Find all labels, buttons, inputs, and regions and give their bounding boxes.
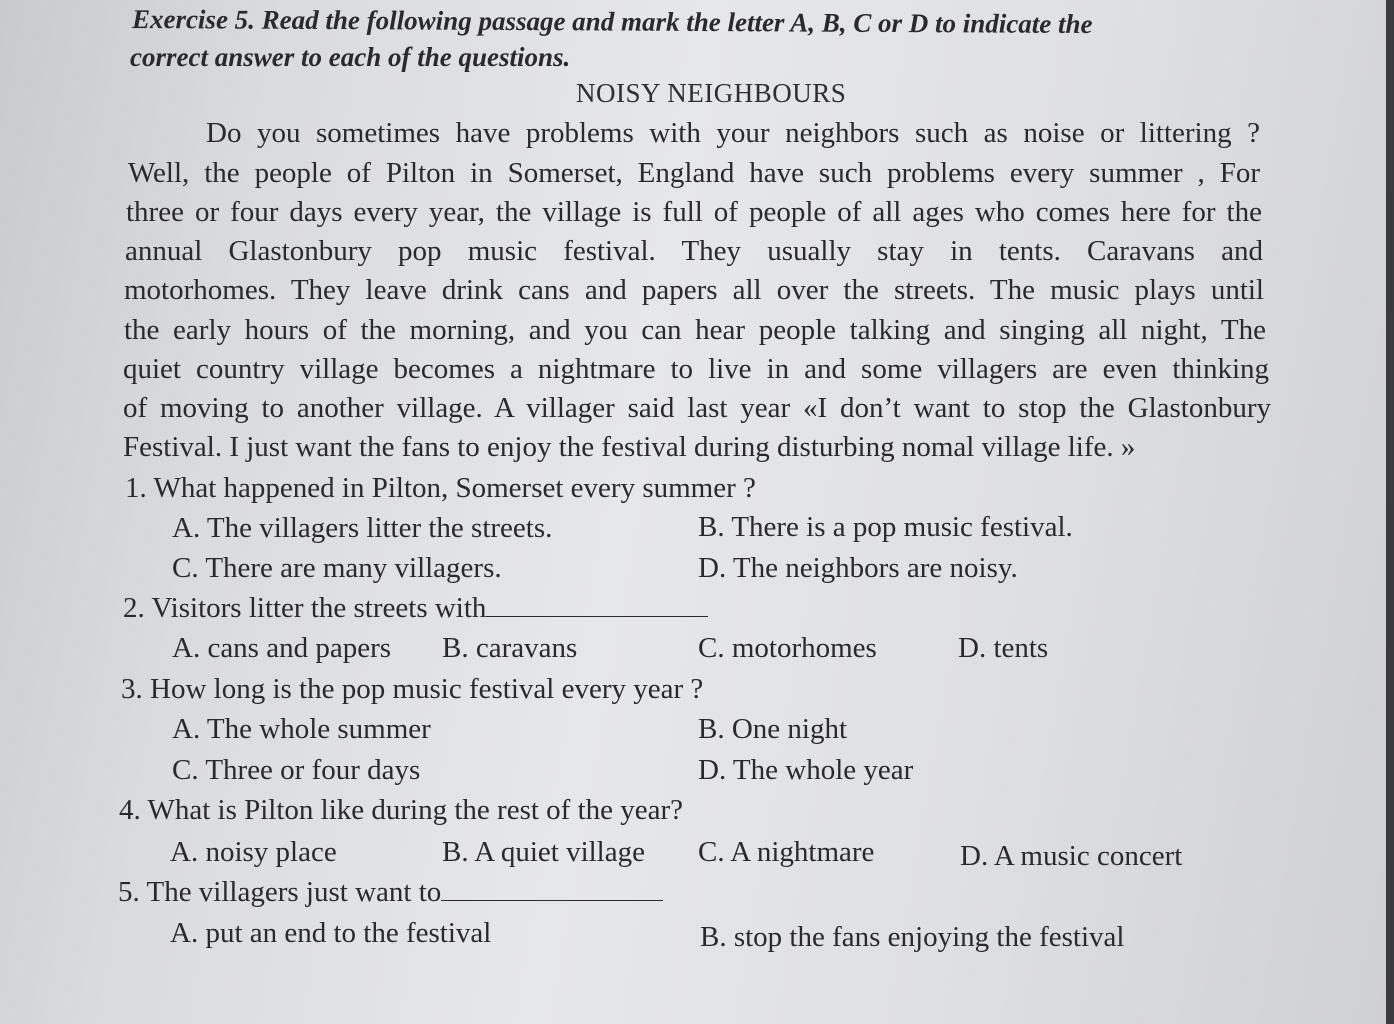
page-edge-shadow xyxy=(1386,0,1394,1024)
question-2-option-d: D. tents xyxy=(958,632,1049,664)
passage-title: NOISY NEIGHBOURS xyxy=(576,78,847,108)
question-5-stem-row xyxy=(118,875,663,909)
answer-blank xyxy=(486,594,708,617)
passage-line-1: Do you sometimes have problems with your neighbors such as noise or littering ? xyxy=(206,117,1260,149)
question-2-stem: 2. Visitors litter the streets with xyxy=(123,592,487,624)
exercise-heading-line2: correct answer to each of the questions. xyxy=(130,42,571,72)
question-2-stem-row xyxy=(123,591,708,625)
question-1-option-b: B. There is a pop music festival. xyxy=(698,511,1073,543)
question-2-option-b: B. caravans xyxy=(442,632,578,664)
question-4-option-c: C. A nightmare xyxy=(698,836,875,868)
question-4-option-b: B. A quiet village xyxy=(442,836,645,868)
passage-line-7: quiet country village becomes a nightmare to live in and some villagers are even thinking xyxy=(123,353,1269,385)
answer-blank xyxy=(441,878,663,901)
question-1-option-d: D. The neighbors are noisy. xyxy=(698,552,1018,584)
question-1-option-c: C. There are many villagers. xyxy=(172,552,502,584)
question-5-option-b: B. stop the fans enjoying the festival xyxy=(700,921,1125,953)
passage-line-9: Festival. I just want the fans to enjoy the festival during disturbing nomal village life. » xyxy=(123,431,1136,463)
question-4-option-a: A. noisy place xyxy=(170,836,337,868)
question-2-option-c: C. motorhomes xyxy=(698,632,877,664)
question-2-option-a: A. cans and papers xyxy=(172,632,392,664)
question-5-option-a: A. put an end to the festival xyxy=(170,917,492,949)
question-1-option-a: A. The villagers litter the streets. xyxy=(172,512,553,544)
passage-line-3: three or four days every year, the village is full of people of all ages who comes here for the xyxy=(126,196,1262,228)
passage-line-4: annual Glastonbury pop music festival. They usually stay in tents. Caravans and xyxy=(125,235,1263,267)
question-3-option-b: B. One night xyxy=(698,713,848,745)
question-4-option-d: D. A music concert xyxy=(960,840,1183,872)
passage-line-5: motorhomes. They leave drink cans and papers all over the streets. The music plays until xyxy=(124,274,1264,306)
question-3-option-a: A. The whole summer xyxy=(172,713,431,745)
passage-line-8: of moving to another village. A villager said last year «I don’t want to stop the Glastonbury xyxy=(123,392,1271,424)
question-1-stem: 1. What happened in Pilton, Somerset every summer ? xyxy=(125,472,756,504)
passage-line-6: the early hours of the morning, and you can hear people talking and singing all night, The xyxy=(124,314,1266,346)
question-3-option-d: D. The whole year xyxy=(698,754,914,786)
question-5-stem: 5. The villagers just want to xyxy=(118,876,442,908)
exercise-heading-line1: Exercise 5. Read the following passage and mark the letter A, B, C or D to indicate the xyxy=(131,4,1093,40)
question-3-option-c: C. Three or four days xyxy=(172,754,421,786)
question-3-stem: 3. How long is the pop music festival every year ? xyxy=(121,673,704,705)
question-4-stem: 4. What is Pilton like during the rest of the year? xyxy=(119,794,684,826)
passage-line-2: Well, the people of Pilton in Somerset, England have such problems every summer , For xyxy=(128,157,1260,189)
